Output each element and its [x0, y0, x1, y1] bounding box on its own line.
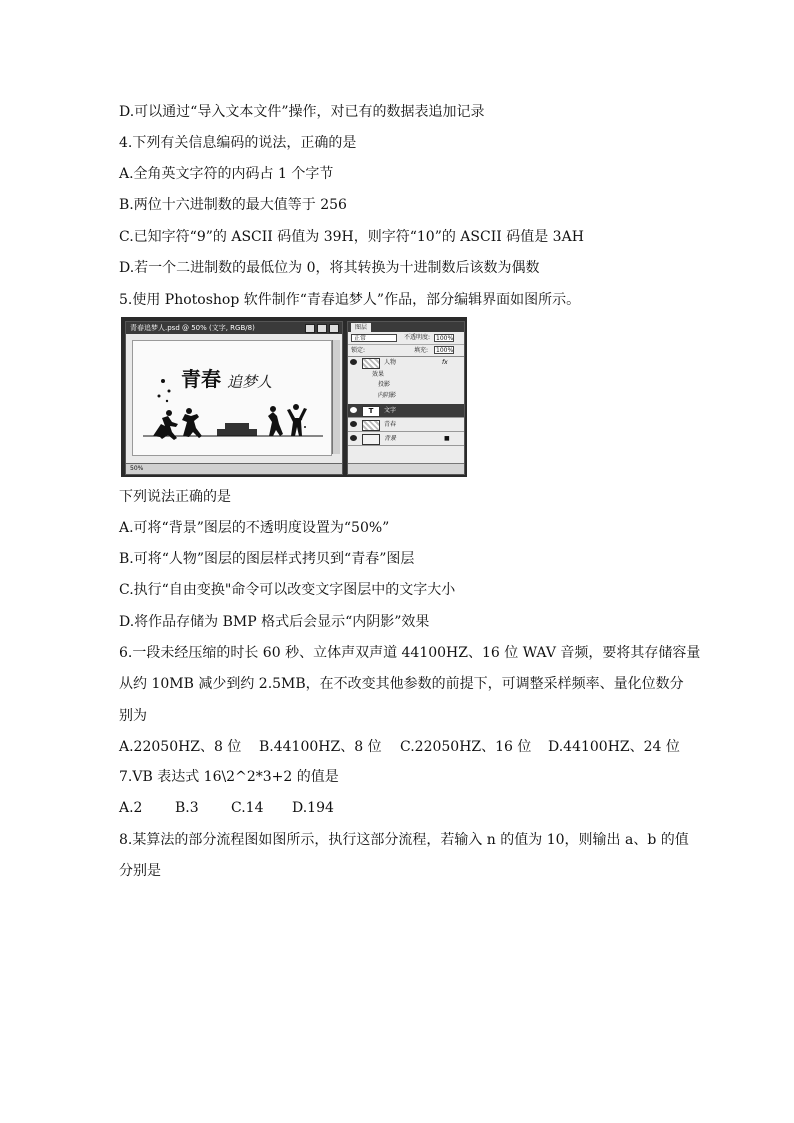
q7-option-b: B.3 — [175, 800, 199, 816]
podium — [217, 429, 257, 436]
question-6-line-2: 从约 10MB 减少到约 2.5MB，在不改变其他参数的前提下，可调整采样频率、量化位数分 — [119, 676, 684, 692]
layer-name: 背景 — [384, 435, 397, 442]
tab-layers[interactable]: 图层 — [351, 323, 371, 332]
q5-option-c: C.执行“自由变换"命令可以改变文字图层中的文字大小 — [119, 582, 456, 598]
q4-option-c: C.已知字符“9”的 ASCII 码值为 39H，则字符“10”的 ASCII 码值是 3AH — [119, 229, 584, 245]
q6-option-c: C.22050HZ、16 位 — [400, 739, 532, 755]
q5-option-b: B.可将“人物”图层的图层样式拷贝到“青春”图层 — [119, 551, 415, 567]
q7-option-d: D.194 — [292, 800, 334, 816]
zoom-level[interactable]: 50% — [130, 465, 144, 472]
layer-name: 文字 — [384, 407, 397, 414]
document-title-bar — [126, 322, 342, 334]
q4-option-b: B.两位十六进制数的最大值等于 256 — [119, 197, 347, 213]
layer-thumbnail — [362, 434, 380, 445]
artwork — [133, 341, 331, 455]
question-5: 5.使用 Photoshop 软件制作“青春追梦人”作品，部分编辑界面如图所示。 — [119, 292, 581, 308]
fill-input[interactable]: 100% — [436, 347, 454, 354]
effect-drop-shadow[interactable]: 投影 — [378, 381, 391, 388]
layer-name: 青春 — [384, 421, 397, 428]
q7-options — [119, 798, 334, 818]
question-7: 7.VB 表达式 16\2^2*3+2 的值是 — [119, 769, 339, 785]
canvas-title-small: 追梦人 — [227, 373, 273, 391]
layer-row-text[interactable] — [348, 404, 464, 418]
canvas — [132, 340, 332, 456]
layer-row-figures[interactable] — [348, 356, 464, 405]
q5-option-d: D.将作品存储为 BMP 格式后会显示“内阴影”效果 — [119, 614, 430, 630]
q4-option-d: D.若一个二进制数的最低位为 0，将其转换为十进制数后该数为偶数 — [119, 260, 540, 276]
q4-option-a: A.全角英文字符的内码占 1 个字节 — [119, 166, 334, 182]
q7-option-c: C.14 — [231, 800, 264, 816]
document-window — [125, 321, 343, 475]
lock-label: 锁定: — [351, 347, 366, 354]
question-4: 4.下列有关信息编码的说法，正确的是 — [119, 135, 357, 151]
effects-label: 效果 — [372, 371, 385, 378]
layers-panel — [347, 321, 465, 475]
question-8-line-2: 分别是 — [119, 863, 161, 879]
minimize-icon[interactable] — [305, 324, 315, 333]
maximize-icon[interactable] — [317, 324, 327, 333]
eye-icon[interactable] — [350, 435, 357, 441]
effect-inner-shadow[interactable]: 内阴影 — [378, 392, 397, 399]
text-layer-icon: T — [362, 406, 380, 417]
status-bar — [126, 463, 342, 474]
layers-panel-footer — [348, 463, 464, 474]
layer-thumbnail — [362, 358, 380, 369]
eye-icon[interactable] — [350, 421, 357, 427]
layer-row-background[interactable] — [348, 432, 464, 446]
q6-option-b: B.44100HZ、8 位 — [259, 739, 382, 755]
blend-mode-select[interactable]: 正常 — [351, 334, 397, 342]
canvas-title-big: 青春 — [181, 367, 221, 391]
question-8-line-1: 8.某算法的部分流程图如图所示，执行这部分流程，若输入 n 的值为 10，则输出 a、b 的值 — [119, 832, 689, 848]
layer-name: 人物 — [384, 359, 397, 366]
question-6-line-3: 别为 — [119, 708, 147, 724]
question-5-stem: 下列说法正确的是 — [119, 489, 231, 505]
question-6-line-1: 6.一段未经压缩的时长 60 秒、立体声双声道 44100HZ、16 位 WAV 音频，要将其存储容量 — [119, 645, 701, 661]
lock-icon: ■ — [444, 435, 450, 442]
photoshop-figure — [121, 317, 467, 477]
layer-row-youth[interactable] — [348, 418, 464, 432]
q6-option-a: A.22050HZ、8 位 — [119, 739, 242, 755]
opacity-label: 不透明度: — [404, 334, 431, 341]
fx-icon: fx — [442, 359, 448, 366]
q3-option-d: D.可以通过“导入文本文件”操作，对已有的数据表追加记录 — [119, 104, 485, 120]
layer-thumbnail — [362, 420, 380, 431]
q6-option-d: D.44100HZ、24 位 — [548, 739, 680, 755]
q7-option-a: A.2 — [119, 800, 143, 816]
fill-label: 填充: — [414, 347, 429, 354]
eye-icon[interactable] — [350, 407, 357, 413]
document-title: 青春追梦人.psd @ 50% (文字, RGB/8) — [130, 324, 255, 332]
eye-icon[interactable] — [350, 359, 357, 365]
opacity-input[interactable]: 100% — [436, 335, 454, 342]
q6-options — [119, 737, 680, 757]
close-icon[interactable] — [329, 324, 339, 333]
vertical-scrollbar[interactable] — [332, 340, 340, 454]
q5-option-a: A.可将“背景”图层的不透明度设置为“50%” — [119, 520, 390, 536]
